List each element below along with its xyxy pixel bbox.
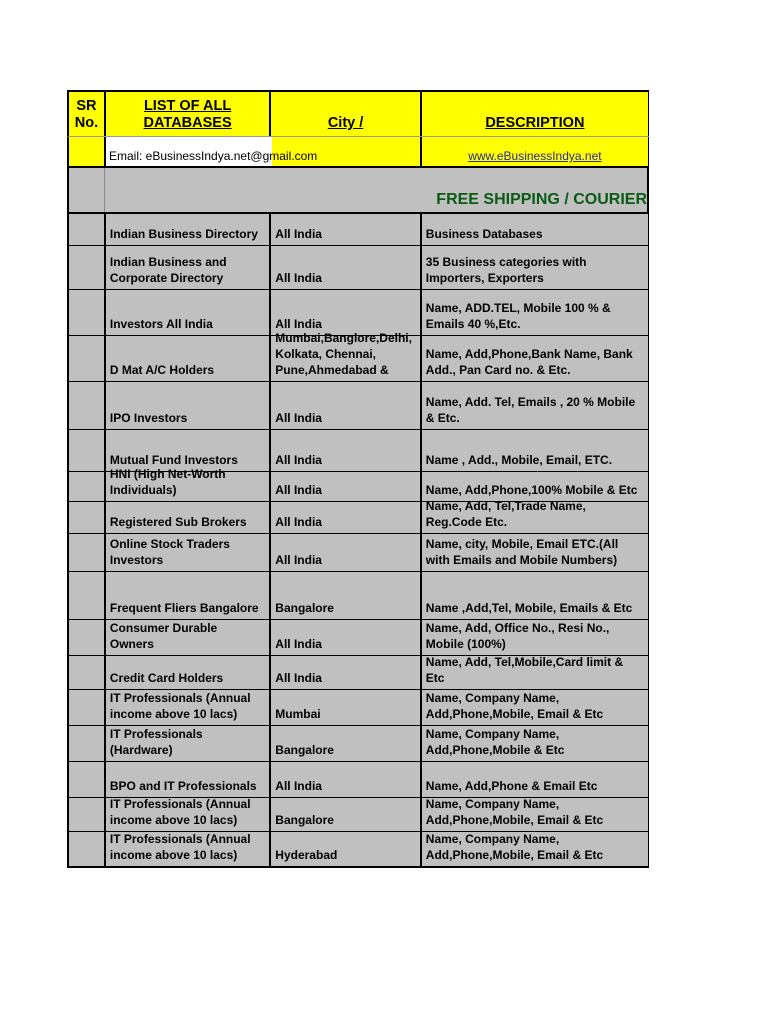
database-name-cell [106,534,271,571]
description-cell [422,798,649,831]
sr-cell [69,726,106,761]
database-name-cell [106,502,271,533]
description-cell [422,499,649,533]
contact-web-cell [422,137,649,166]
database-name-text: Indian Business Directory [109,227,258,241]
database-name-cell [106,467,271,501]
city-cell [271,832,421,866]
description-text: Name, Add, Office No., Resi No., Mobile (100%) [425,621,610,651]
sr-cell [69,336,106,381]
city-text: Bangalore [275,601,334,615]
sr-cell [69,620,106,655]
city-cell [271,502,421,533]
sr-cell [69,572,106,619]
database-name-cell [106,246,271,289]
table-row [67,572,649,620]
description-text: Name, Company Name, Add,Phone,Mobile & Etc [425,727,565,757]
table-row [67,534,649,572]
city-text: All India [275,671,322,685]
database-name-text: IT Professionals (Hardware) [109,727,203,757]
database-name-cell [106,382,271,429]
description-cell [422,336,649,381]
database-name-cell [106,832,271,866]
city-text: All India [275,411,322,425]
city-text: All India [275,317,322,331]
city-text: Bangalore [275,813,334,827]
sr-cell [69,430,106,471]
contact-email[interactable]: Email: eBusinessIndya.net@gmail.com [109,149,318,163]
table-row [67,246,649,290]
sr-cell [69,534,106,571]
header-city: City / [327,115,364,131]
shipping-banner-row [67,166,649,214]
city-text: Mumbai [275,707,321,721]
table-row [67,798,649,832]
description-cell [422,726,649,761]
banner-divider [104,168,105,212]
sr-cell [69,502,106,533]
city-cell [271,690,421,725]
city-text: Hyderabad [275,848,338,862]
sr-cell [69,690,106,725]
sr-cell [69,290,106,335]
table-row [67,620,649,656]
database-name-cell [106,690,271,725]
sr-cell [69,472,106,501]
description-text: Name, Add, Tel,Trade Name, Reg.Code Etc. [425,499,586,529]
city-text: All India [275,271,322,285]
description-cell [422,534,649,571]
description-cell [422,472,649,501]
description-text: Name, ADD.TEL, Mobile 100 % & Emails 40 %,Etc. [425,301,611,331]
city-text: All India [275,483,322,497]
header-description: DESCRIPTION [485,115,585,131]
database-name-cell [106,798,271,831]
city-text: Bangalore [275,743,334,757]
description-text: Name ,Add,Tel, Mobile, Emails & Etc [425,601,633,615]
description-text: Name, Company Name, Add,Phone,Mobile, Email & Etc [425,832,604,862]
description-text: Business Databases [425,227,543,241]
description-cell [422,832,649,866]
header-description-cell [422,92,649,136]
city-text: All India [275,227,322,241]
database-name-text: Investors All India [109,317,213,331]
database-name-cell [106,726,271,761]
description-text: Name, Add,Phone & Email Etc [425,779,598,793]
city-cell [271,726,421,761]
header-sr: SR No. [74,98,99,131]
city-cell [271,534,421,571]
city-text: All India [275,515,322,529]
database-name-text: Frequent Fliers Bangalore [109,601,259,615]
city-cell [271,430,421,471]
table-row [67,499,649,534]
database-table [67,90,649,868]
city-cell [271,798,421,831]
table-header [67,90,649,136]
contact-sr-cell [69,137,106,166]
city-text: Mumbai,Banglore,Delhi, Kolkata, Chennai, Pune,Ahmedabad & [275,331,412,377]
database-name-text: Credit Card Holders [109,671,224,685]
database-name-text: D Mat A/C Holders [109,363,215,377]
description-text: Name, Add, Tel,Mobile,Card limit & Etc [425,655,624,685]
database-name-cell [106,290,271,335]
city-cell [271,382,421,429]
description-text: Name, Add. Tel, Emails , 20 % Mobile & Etc. [425,395,636,425]
city-cell [271,472,421,501]
table-body [67,214,649,868]
header-list: LIST OF ALL DATABASES [143,98,232,131]
database-name-cell [106,572,271,619]
database-name-cell [106,430,271,471]
database-name-text: IPO Investors [109,411,188,425]
database-name-text: Mutual Fund Investors [109,453,238,467]
table-row [67,331,649,382]
database-name-cell [106,656,271,689]
city-text: All India [275,553,322,567]
database-name-text: HNI (High Net-Worth Individuals) [109,467,226,497]
description-cell [422,290,649,335]
description-cell [422,620,649,655]
city-cell [271,656,421,689]
table-row [67,762,649,798]
city-cell [271,762,421,797]
sr-cell [69,246,106,289]
database-name-text: BPO and IT Professionals [109,779,257,793]
description-text: 35 Business categories with Importers, Exporters [425,255,587,285]
city-cell [271,290,421,335]
database-name-text: IT Professionals (Annual income above 10 lacs) [109,832,251,862]
shipping-banner: FREE SHIPPING / COURIER [436,191,647,208]
sr-cell [69,214,106,245]
database-name-cell [106,336,271,381]
sr-cell [69,382,106,429]
database-name-text: Registered Sub Brokers [109,515,247,529]
city-cell [271,246,421,289]
description-text: Name , Add., Mobile, Email, ETC. [425,453,613,467]
website-link[interactable]: www.eBusinessIndya.net [468,149,602,163]
table-row [67,726,649,762]
description-cell [422,762,649,797]
header-sr-cell [69,92,106,136]
description-text: Name, Add,Phone,Bank Name, Bank Add., Pan Card no. & Etc. [425,347,633,377]
database-name-text: IT Professionals (Annual income above 10 lacs) [109,797,251,827]
description-text: Name, city, Mobile, Email ETC.(All with Emails and Mobile Numbers) [425,537,619,567]
database-name-cell [106,214,271,245]
city-text: All India [275,637,322,651]
sr-cell [69,656,106,689]
description-cell [422,656,649,689]
table-row [67,832,649,868]
city-cell [271,572,421,619]
database-name-cell [106,620,271,655]
city-text: All India [275,779,322,793]
database-name-text: Indian Business and Corporate Directory [109,255,227,285]
sr-cell [69,762,106,797]
description-text: Name, Add,Phone,100% Mobile & Etc [425,483,638,497]
description-text: Name, Company Name, Add,Phone,Mobile, Email & Etc [425,691,604,721]
database-name-cell [106,762,271,797]
database-name-text: Consumer Durable Owners [109,621,218,651]
city-cell [271,214,421,245]
description-cell [422,246,649,289]
contact-row [67,136,649,166]
table-row [67,214,649,246]
city-text: All India [275,453,322,467]
header-city-cell [271,92,421,136]
description-cell [422,382,649,429]
description-text: Name, Company Name, Add,Phone,Mobile, Email & Etc [425,797,604,827]
database-name-text: Online Stock Traders Investors [109,537,230,567]
database-name-text: IT Professionals (Annual income above 10 lacs) [109,691,251,721]
header-list-cell [106,92,271,136]
description-cell [422,214,649,245]
city-cell [271,620,421,655]
table-row [67,382,649,430]
sr-cell [69,798,106,831]
description-cell [422,430,649,471]
description-cell [422,690,649,725]
sr-cell [69,832,106,866]
description-cell [422,572,649,619]
table-row [67,656,649,690]
city-cell [271,331,421,381]
table-row [67,690,649,726]
